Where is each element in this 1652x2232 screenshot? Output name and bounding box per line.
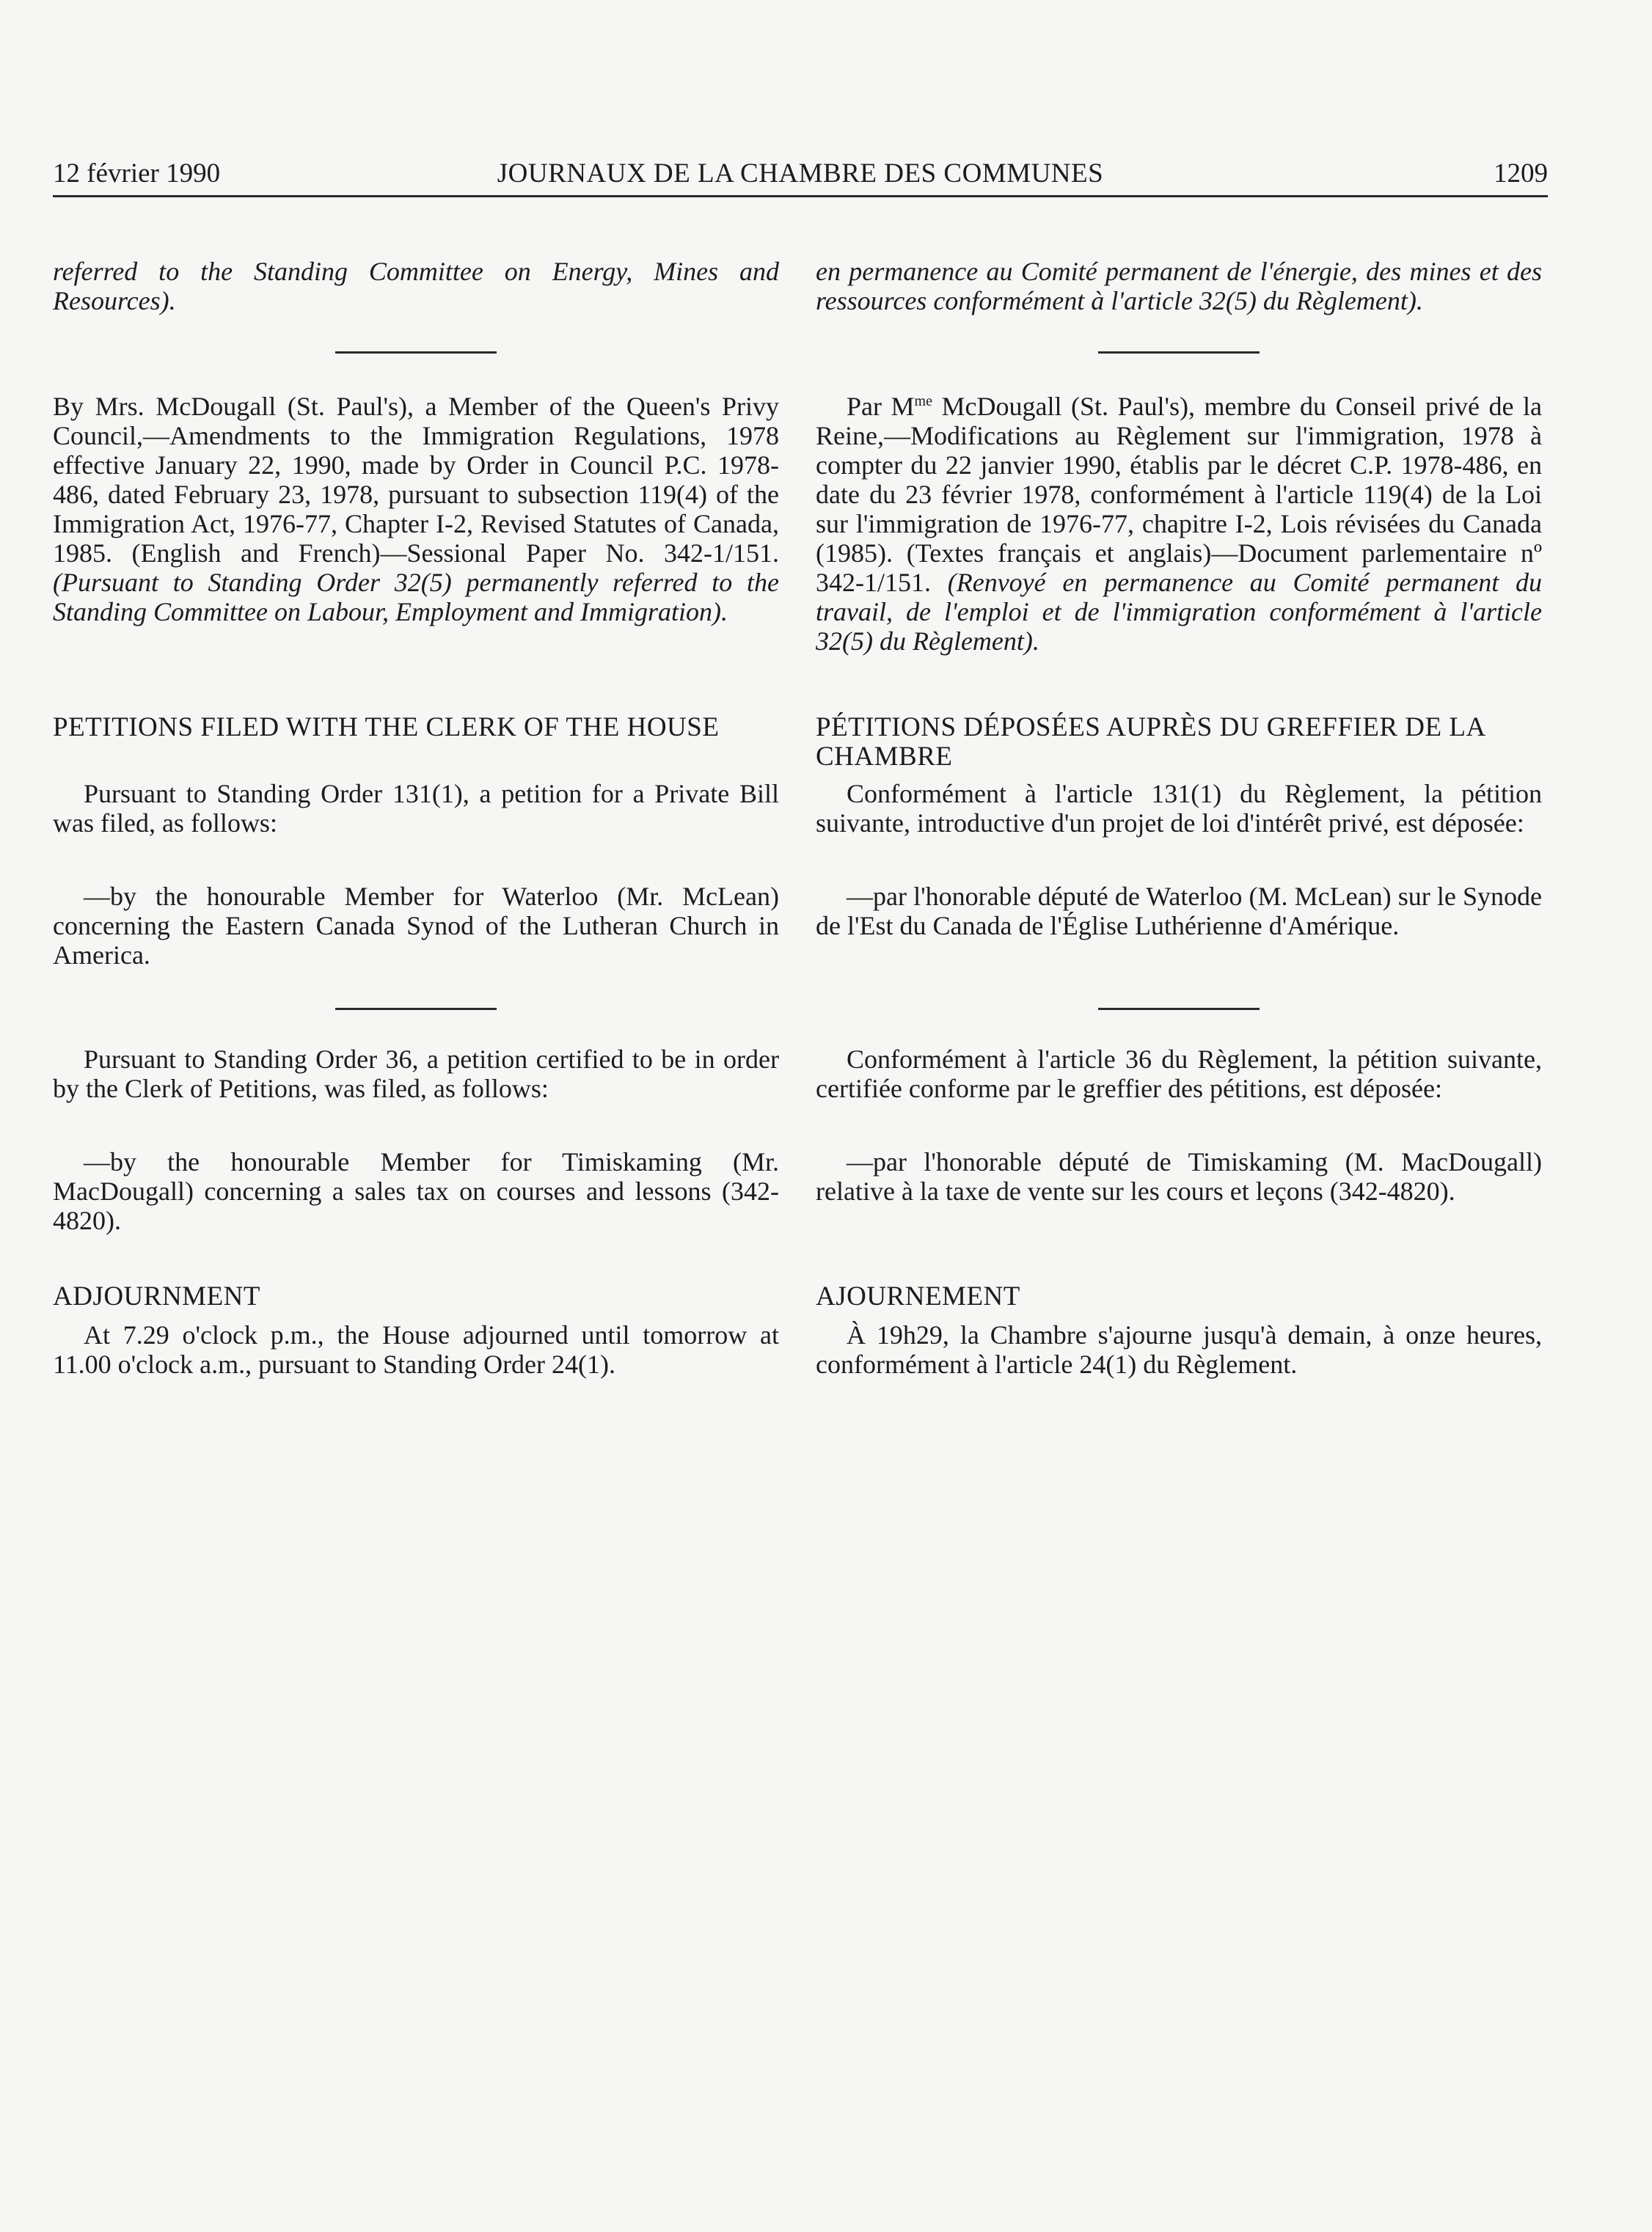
adjournment-paragraph: At 7.29 o'clock p.m., the House adjourned until tomorrow at 11.00 o'clock a.m., pursuant to Standing Order 24(1). [53, 1320, 779, 1379]
journal-title: JOURNAUX DE LA CHAMBRE DES COMMUNES [497, 158, 1104, 189]
petitions-heading: PÉTITIONS DÉPOSÉES AUPRÈS DU GREFFIER DE LA CHAMBRE [816, 712, 1485, 772]
mcdougall-paragraph [816, 392, 1542, 656]
section-divider [335, 351, 497, 354]
waterloo-petition: —by the honourable Member for Waterloo (Mr. McLean) concerning the Eastern Canada Synod of the Lutheran Church in America. [53, 882, 779, 970]
mcdougall-title-superscript: me [914, 393, 932, 409]
running-header [53, 153, 1548, 197]
timiskaming-petition: —by the honourable Member for Timiskaming (Mr. MacDougall) concerning a sales tax on courses and lessons (342-4820). [53, 1147, 779, 1235]
mcdougall-referral: (Pursuant to Standing Order 32(5) permanently referred to the Standing Committee on Labour, Employment and Immigration). [53, 568, 779, 626]
adjournment-heading: ADJOURNMENT [53, 1281, 260, 1311]
section-divider [1098, 351, 1260, 354]
so131-paragraph: Conformément à l'article 131(1) du Règlement, la pétition suivante, introductive d'un projet de loi d'intérêt privé, est déposée: [816, 779, 1542, 838]
referred-paragraph: en permanence au Comité permanent de l'énergie, des mines et des ressources conformément à l'article 32(5) du Règlement). [816, 257, 1542, 315]
page-number: 1209 [1494, 158, 1548, 189]
referred-paragraph: referred to the Standing Committee on Energy, Mines and Resources). [53, 257, 779, 315]
mcdougall-text: By Mrs. McDougall (St. Paul's), a Member of the Queen's Privy Council,—Amendments to the Immigration Regulations, 1978 effective January 22, 1990, made by Order in Council P.C. 1978-486, dated February 23, 1978, pursuant to subsection 119(4) of the Immigration Act, 1976-77, Chapter I-2, Revised Statutes of Canada, 1985. (English and French)—Sessional Paper No. 342-1/151. [53, 392, 779, 568]
header-date: 12 février 1990 [53, 158, 221, 189]
mcdougall-paragraph [53, 392, 779, 626]
section-divider [335, 1008, 497, 1010]
petitions-heading: PETITIONS FILED WITH THE CLERK OF THE HOUSE [53, 712, 720, 742]
mcdougall-referral: (Renvoyé en permanence au Comité permanent du travail, de l'emploi et de l'immigration conformément à l'article 32(5) du Règlement). [816, 568, 1542, 656]
so36-paragraph: Pursuant to Standing Order 36, a petition certified to be in order by the Clerk of Petitions, was filed, as follows: [53, 1044, 779, 1103]
mcdougall-prefix: Par M [847, 392, 915, 421]
so131-paragraph: Pursuant to Standing Order 131(1), a petition for a Private Bill was filed, as follows: [53, 779, 779, 838]
timiskaming-petition: —par l'honorable député de Timiskaming (M. MacDougall) relative à la taxe de vente sur les cours et leçons (342-4820). [816, 1147, 1542, 1206]
section-divider [1098, 1008, 1260, 1010]
adjournment-paragraph: À 19h29, la Chambre s'ajourne jusqu'à demain, à onze heures, conformément à l'article 24(1) du Règlement. [816, 1320, 1542, 1379]
waterloo-petition: —par l'honorable député de Waterloo (M. McLean) sur le Synode de l'Est du Canada de l'Église Luthérienne d'Amérique. [816, 882, 1542, 940]
adjournment-heading: AJOURNEMENT [816, 1281, 1020, 1311]
mcdougall-text: McDougall (St. Paul's), membre du Conseil privé de la Reine,—Modifications au Règlement sur l'immigration, 1978 à compter du 22 janvier 1990, établis par le décret C.P. 1978-486, en date du 23 février 1978, conformément à l'article 119(4) de la Loi sur l'immigration de 1976-77, chapitre I-2, Lois révisées du Canada (1985). (Textes français et anglais)—Document parlementaire nº 342-1/151. [816, 392, 1542, 597]
so36-paragraph: Conformément à l'article 36 du Règlement, la pétition suivante, certifiée conforme par le greffier des pétitions, est déposée: [816, 1044, 1542, 1103]
